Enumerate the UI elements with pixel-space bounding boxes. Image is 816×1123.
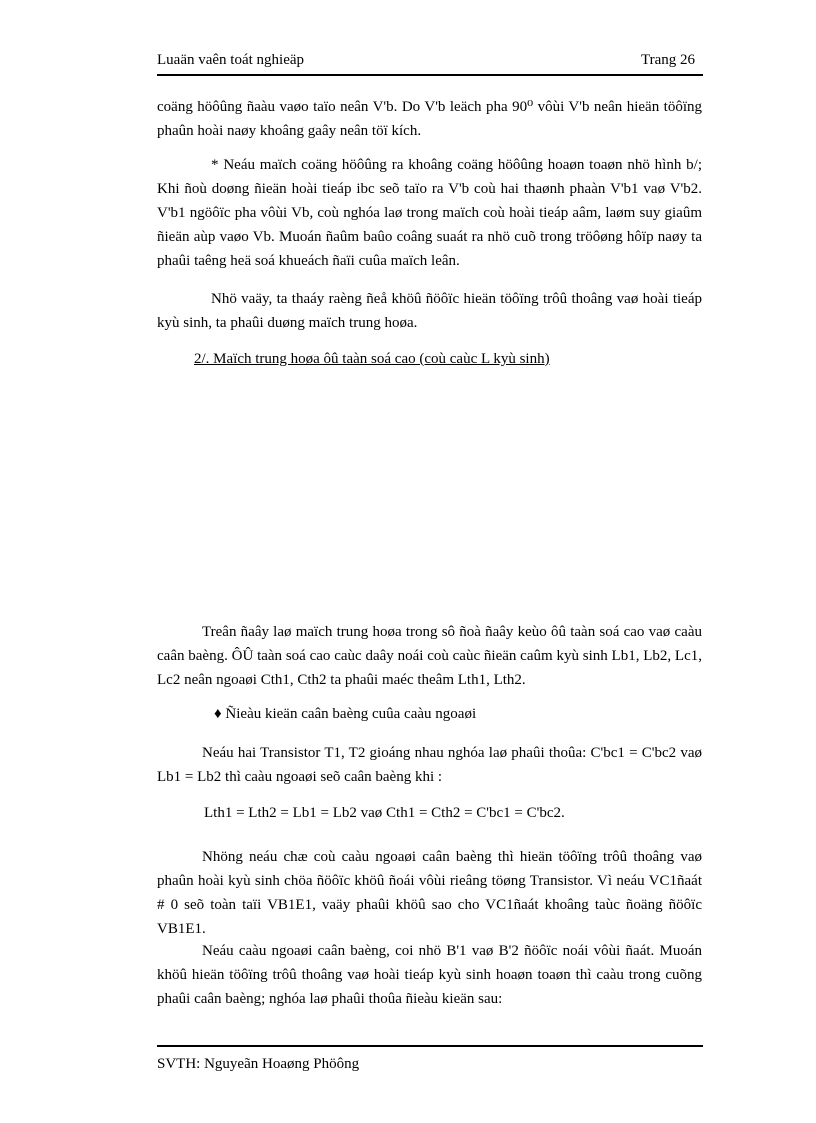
footer-rule bbox=[157, 1045, 703, 1047]
paragraph-6: Nhöng neáu chæ coù caàu ngoaøi caân baèng thì hieän töôïng trôû thoâng vaø phaûn hoài kyù sinh chöa ñöôïc khöû ñoái vôùi rieâng töøng Transistor. Vì neáu VC1ñaát # 0 seõ toàn taïi VB1E1, vaäy phaûi khöû sao cho VC1ñaát khoâng taùc ñoäng ñöôïc VB1E1. bbox=[157, 849, 702, 937]
paragraph-7: Neáu caàu ngoaøi caân baèng, coi nhö B'1 vaø B'2 ñöôïc noái vôùi ñaát. Muoán khöû hieän töôïng trôû thoâng vaø hoài tieáp kyù sinh hoaøn toaøn thì caàu trong cuõng phaûi caân baèng; nghóa laø phaûi thoûa ñieàu kieän sau: bbox=[157, 943, 702, 1007]
header-page-number: Trang 26 bbox=[640, 52, 695, 68]
header-title: Luaän vaên toát nghieäp bbox=[157, 52, 305, 68]
paragraph-5: Neáu hai Transistor T1, T2 gioáng nhau nghóa laø phaûi thoûa: C'bc1 = C'bc2 vaø Lb1 = Lb2 thì caàu ngoaøi seõ caân baèng khi : bbox=[157, 745, 702, 785]
paragraph-4: Treân ñaây laø maïch trung hoøa trong sô ñoà ñaây keùo ôû taàn soá cao vaø caàu caân baèng. ÔÛ taàn soá cao caùc daây noái coù caùc ñieän caûm kyù sinh Lb1, Lb2, Lc1, Lc2 neân ngoaøi Cth1, Cth2 ta phaûi maéc theâm Lth1, Lth2. bbox=[157, 624, 702, 688]
balance-formula: Lth1 = Lth2 = Lb1 = Lb2 vaø Cth1 = Cth2 = C'bc1 = C'bc2. bbox=[204, 805, 565, 821]
diamond-bullet-icon: ♦ bbox=[214, 706, 222, 722]
figure-blank-area bbox=[157, 380, 702, 610]
section-heading: 2/. Maïch trung hoøa ôû taàn soá cao (coù caùc L kyù sinh) bbox=[194, 351, 550, 367]
bullet-text: Ñieàu kieän caân baèng cuûa caàu ngoaøi bbox=[225, 706, 477, 722]
header-rule bbox=[157, 74, 703, 76]
page-footer: SVTH: Nguyeãn Hoaøng Phöông bbox=[157, 1056, 360, 1072]
paragraph-1: coäng höôûng ñaàu vaøo taïo neân V'b. Do V'b leäch pha 90⁰ vôùi V'b neân hieän töôïng phaûn hoài naøy khoâng gaây neân töï kích. bbox=[157, 99, 702, 139]
paragraph-3: Nhö vaäy, ta thaáy raèng ñeå khöû ñöôïc hieän töôïng trôû thoâng vaø hoài tieáp kyù sinh, ta phaûi duøng maïch trung hoøa. bbox=[157, 291, 702, 331]
paragraph-2: * Neáu maïch coäng höôûng ra khoâng coäng höôûng hoaøn toaøn nhö hình b/; Khi ñoù doøng ñieän hoài tieáp ibc seõ taïo ra V'b coù hai thaønh phaàn V'b1 vaø V'b2. V'b1 ngöôïc pha vôùi Vb, coù nghóa laø trong maïch coù hoài tieáp aâm, laøm suy giaûm ñieän aùp vaøo Vb. Muoán ñaûm baûo coâng suaát ra nhö cuõ trong tröôøng hôïp naøy ta phaûi taêng heä soá khueách ñaïi cuûa maïch leân. bbox=[157, 157, 702, 269]
bullet-item bbox=[214, 706, 476, 723]
